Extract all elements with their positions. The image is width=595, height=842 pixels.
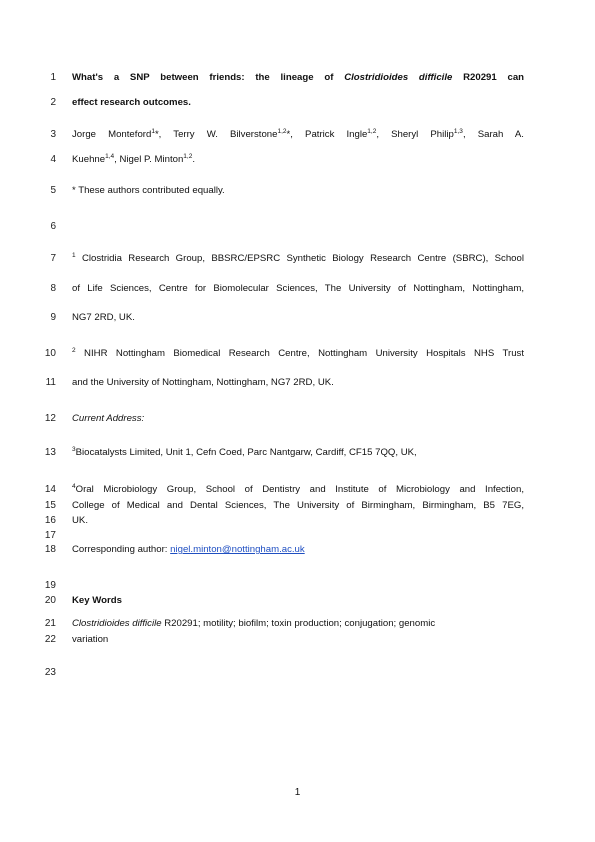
line-number: 20	[44, 595, 56, 606]
author-affiliation-mark: 1,2	[367, 127, 377, 135]
author-affiliation-mark: 1,2	[277, 127, 287, 135]
line-number: 3	[50, 129, 56, 140]
species-name: Clostridioides difficile	[344, 72, 453, 83]
paper-title-line-2: effect research outcomes.	[72, 97, 191, 108]
corresponding-author-label: Corresponding author:	[72, 544, 171, 555]
line-number: 9	[50, 312, 56, 323]
line-number: 21	[44, 618, 56, 629]
corresponding-author	[72, 544, 524, 556]
author-list-line-1: Jorge Monteford$^1$*, Terry W. Bilverstone$^{1,2}$*, Patrick Ingle$^{1,2}$, Sheryl Philip$^{1,3}$, Sarah A.	[72, 127, 524, 140]
line-number: 14	[44, 484, 56, 495]
line-number: 12	[44, 413, 56, 424]
line-number: 6	[50, 221, 56, 232]
author-affiliation-mark: 1	[151, 127, 155, 135]
corresponding-email-link[interactable]: nigel.minton@nottingham.ac.uk	[170, 544, 305, 555]
author-affiliation-mark: 1,4	[105, 152, 115, 160]
current-address-4-line-3: UK.	[72, 515, 88, 526]
current-address-4-line-2: College of Medical and Dental Sciences, The University of Birmingham, Birmingham, B5 7EG,	[72, 500, 524, 511]
author-name: Terry W. Bilverstone	[173, 129, 278, 140]
line-number: 18	[44, 544, 56, 555]
line-number: 19	[44, 580, 56, 591]
paper-title-line-1: What's a SNP between friends: the lineage of Clostridioides difficile R20291 can	[72, 72, 525, 83]
affiliation-1-line-2: of Life Sciences, Centre for Biomolecular Sciences, The University of Nottingham, Nottingham,	[72, 283, 524, 294]
affiliation-2-line-1: $^2$ NIHR Nottingham Biomedical Research Centre, Nottingham University Hospitals NHS Trust	[72, 346, 524, 359]
current-address-4-line-1: $^4$Oral Microbiology Group, School of Dentistry and Institute of Microbiology and Infection,	[72, 482, 524, 495]
affiliation-2-line-2: and the University of Nottingham, Nottingham, NG7 2RD, UK.	[72, 377, 334, 388]
line-number: 11	[45, 377, 56, 388]
author-name: Nigel P. Minton	[119, 154, 184, 165]
author-name: Patrick Ingle	[305, 129, 368, 140]
line-number: 2	[50, 97, 56, 108]
line-number: 23	[44, 667, 56, 678]
line-number: 16	[44, 515, 56, 526]
affiliation-1-line-3: NG7 2RD, UK.	[72, 312, 135, 323]
affiliation-mark: 3	[72, 445, 76, 453]
affiliation-mark: 4	[72, 482, 76, 490]
keywords-heading: Key Words	[72, 595, 122, 606]
line-number: 22	[44, 634, 56, 645]
affiliation-mark: 2	[72, 346, 76, 354]
species-name: Clostridioides difficile	[72, 618, 162, 629]
line-number: 1	[50, 72, 56, 83]
current-address-heading: Current Address:	[72, 413, 145, 424]
author-name: Sheryl Philip	[391, 129, 454, 140]
page-number: 1	[294, 787, 301, 798]
affiliation-1-line-1: $^1$ Clostridia Research Group, BBSRC/EPSRC Synthetic Biology Research Centre (SBRC), School	[72, 251, 524, 264]
current-address-3: $^3$Biocatalysts Limited, Unit 1, Cefn Coed, Parc Nantgarw, Cardiff, CF15 7QQ, UK,	[72, 445, 417, 458]
line-number: 7	[50, 253, 56, 264]
keywords-line-1: Clostridioides difficile R20291; motility; biofilm; toxin production; conjugation; genomic	[72, 618, 436, 629]
author-list-line-2: Kuehne$^{1,4}$, Nigel P. Minton$^{1,2}$.	[72, 152, 196, 165]
line-number: 17	[44, 530, 56, 541]
equal-contribution-note: * These authors contributed equally.	[72, 185, 225, 196]
line-number: 10	[44, 348, 56, 359]
author-name: Sarah A.	[477, 129, 524, 140]
line-number: 4	[50, 154, 56, 165]
line-number: 13	[44, 447, 56, 458]
author-affiliation-mark: 1,2	[183, 152, 193, 160]
line-number: 5	[50, 185, 56, 196]
line-number: 8	[50, 283, 56, 294]
keywords-line-2: variation	[72, 634, 109, 645]
author-affiliation-mark: 1,3	[453, 127, 463, 135]
line-number: 15	[44, 500, 56, 511]
author-name: Jorge Monteford	[72, 129, 152, 140]
author-name: Kuehne	[72, 154, 106, 165]
affiliation-mark: 1	[72, 251, 76, 259]
